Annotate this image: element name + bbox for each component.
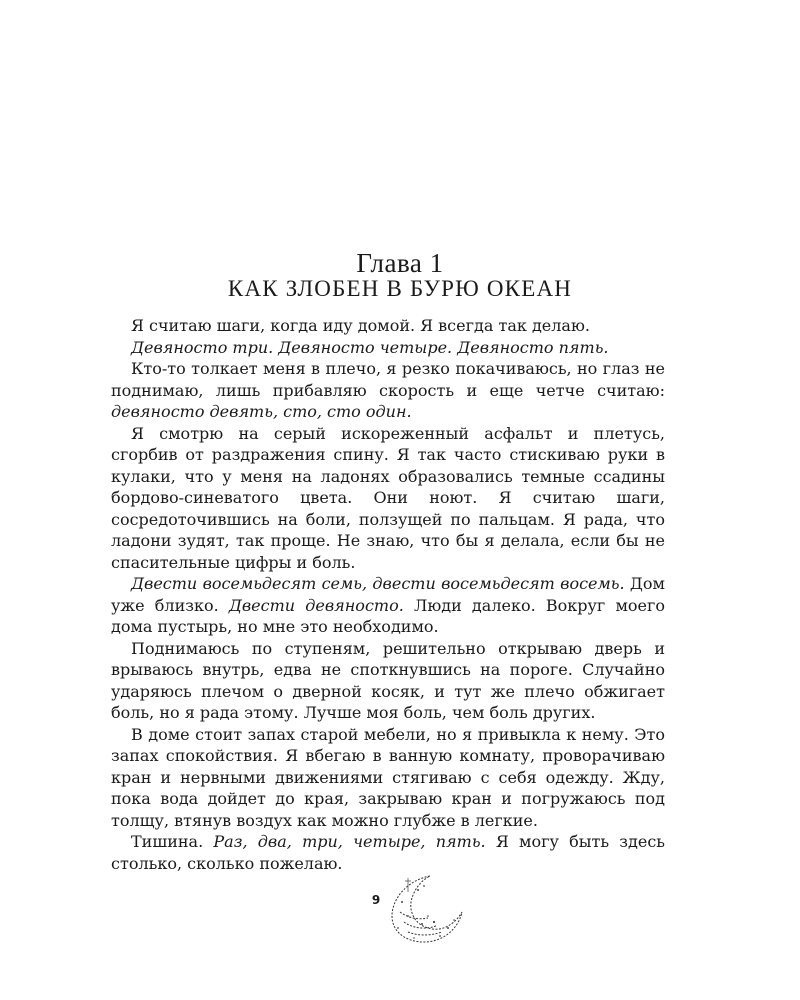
- italic-run: Раз, два, три, четыре, пять.: [213, 832, 486, 851]
- text-run: Тишина.: [131, 832, 214, 851]
- page-number: 9: [371, 893, 381, 907]
- body-text: [111, 315, 665, 874]
- italic-run: Девяносто три. Девяносто четыре. Девяносто пять.: [131, 337, 609, 357]
- text-run: В доме стоит запах старой мебели, но я привыкла к нему. Это запах спокойствия. Я вбегаю в ванную комнату, проворачиваю кран и нервными движениями стягиваю с себя одежду. Жду, пока вода дойдет до края, закрываю кран и погружаюсь под толщу, втянув воздух как можно глубже в легкие.: [111, 724, 665, 830]
- paragraph: [111, 315, 665, 337]
- paragraph: [111, 423, 665, 574]
- italic-run: Двести восемьдесят семь, двести восемьдесят восемь.: [131, 574, 625, 593]
- paragraph: [111, 337, 665, 359]
- chapter-title: КАК ЗЛОБЕН В БУРЮ ОКЕАН: [227, 276, 573, 301]
- paragraph: [111, 358, 665, 423]
- italic-run: Двести девяносто.: [228, 595, 404, 615]
- crescent-moon-icon: [378, 872, 466, 946]
- paragraph: [111, 573, 665, 638]
- chapter-number: Глава 1: [356, 248, 444, 278]
- text-run: Я могу быть здесь столько, сколько пожелаю.: [111, 832, 665, 873]
- paragraph: [111, 831, 665, 874]
- text-run: Люди далеко. Вокруг моего дома пустырь, но мне это необходимо.: [111, 595, 666, 636]
- italic-run: девяносто девять, сто, сто один.: [111, 402, 412, 421]
- text-run: Поднимаюсь по ступеням, решительно открываю дверь и врываюсь внутрь, едва не споткнувшись на пороге. Случайно ударяюсь плечом о дверной косяк, и тут же плечо обжигает боль, но я рада этому. Лучше моя боль, чем боль других.: [111, 638, 665, 722]
- paragraph: [111, 724, 665, 832]
- paragraph: [111, 638, 665, 724]
- text-run: Кто-то толкает меня в плечо, я резко покачиваюсь, но глаз не поднимаю, лишь прибавляю скорость и еще четче считаю:: [111, 359, 665, 400]
- text-run: Я смотрю на серый искореженный асфальт и плетусь, сгорбив от раздражения спину. Я так часто стискиваю руки в кулаки, что у меня на ладонях образовались темные ссадины бордово-синеватого цвета. Они ноют. Я считаю шаги, сосредоточившись на боли, ползущей по пальцам. Я рада, что ладони зудят, так проще. Не знаю, что бы я делала, если бы не спасительные цифры и боль.: [111, 423, 665, 572]
- text-run: Я считаю шаги, когда иду домой. Я всегда так делаю.: [131, 316, 590, 335]
- text-run: Дом уже близко.: [111, 574, 665, 615]
